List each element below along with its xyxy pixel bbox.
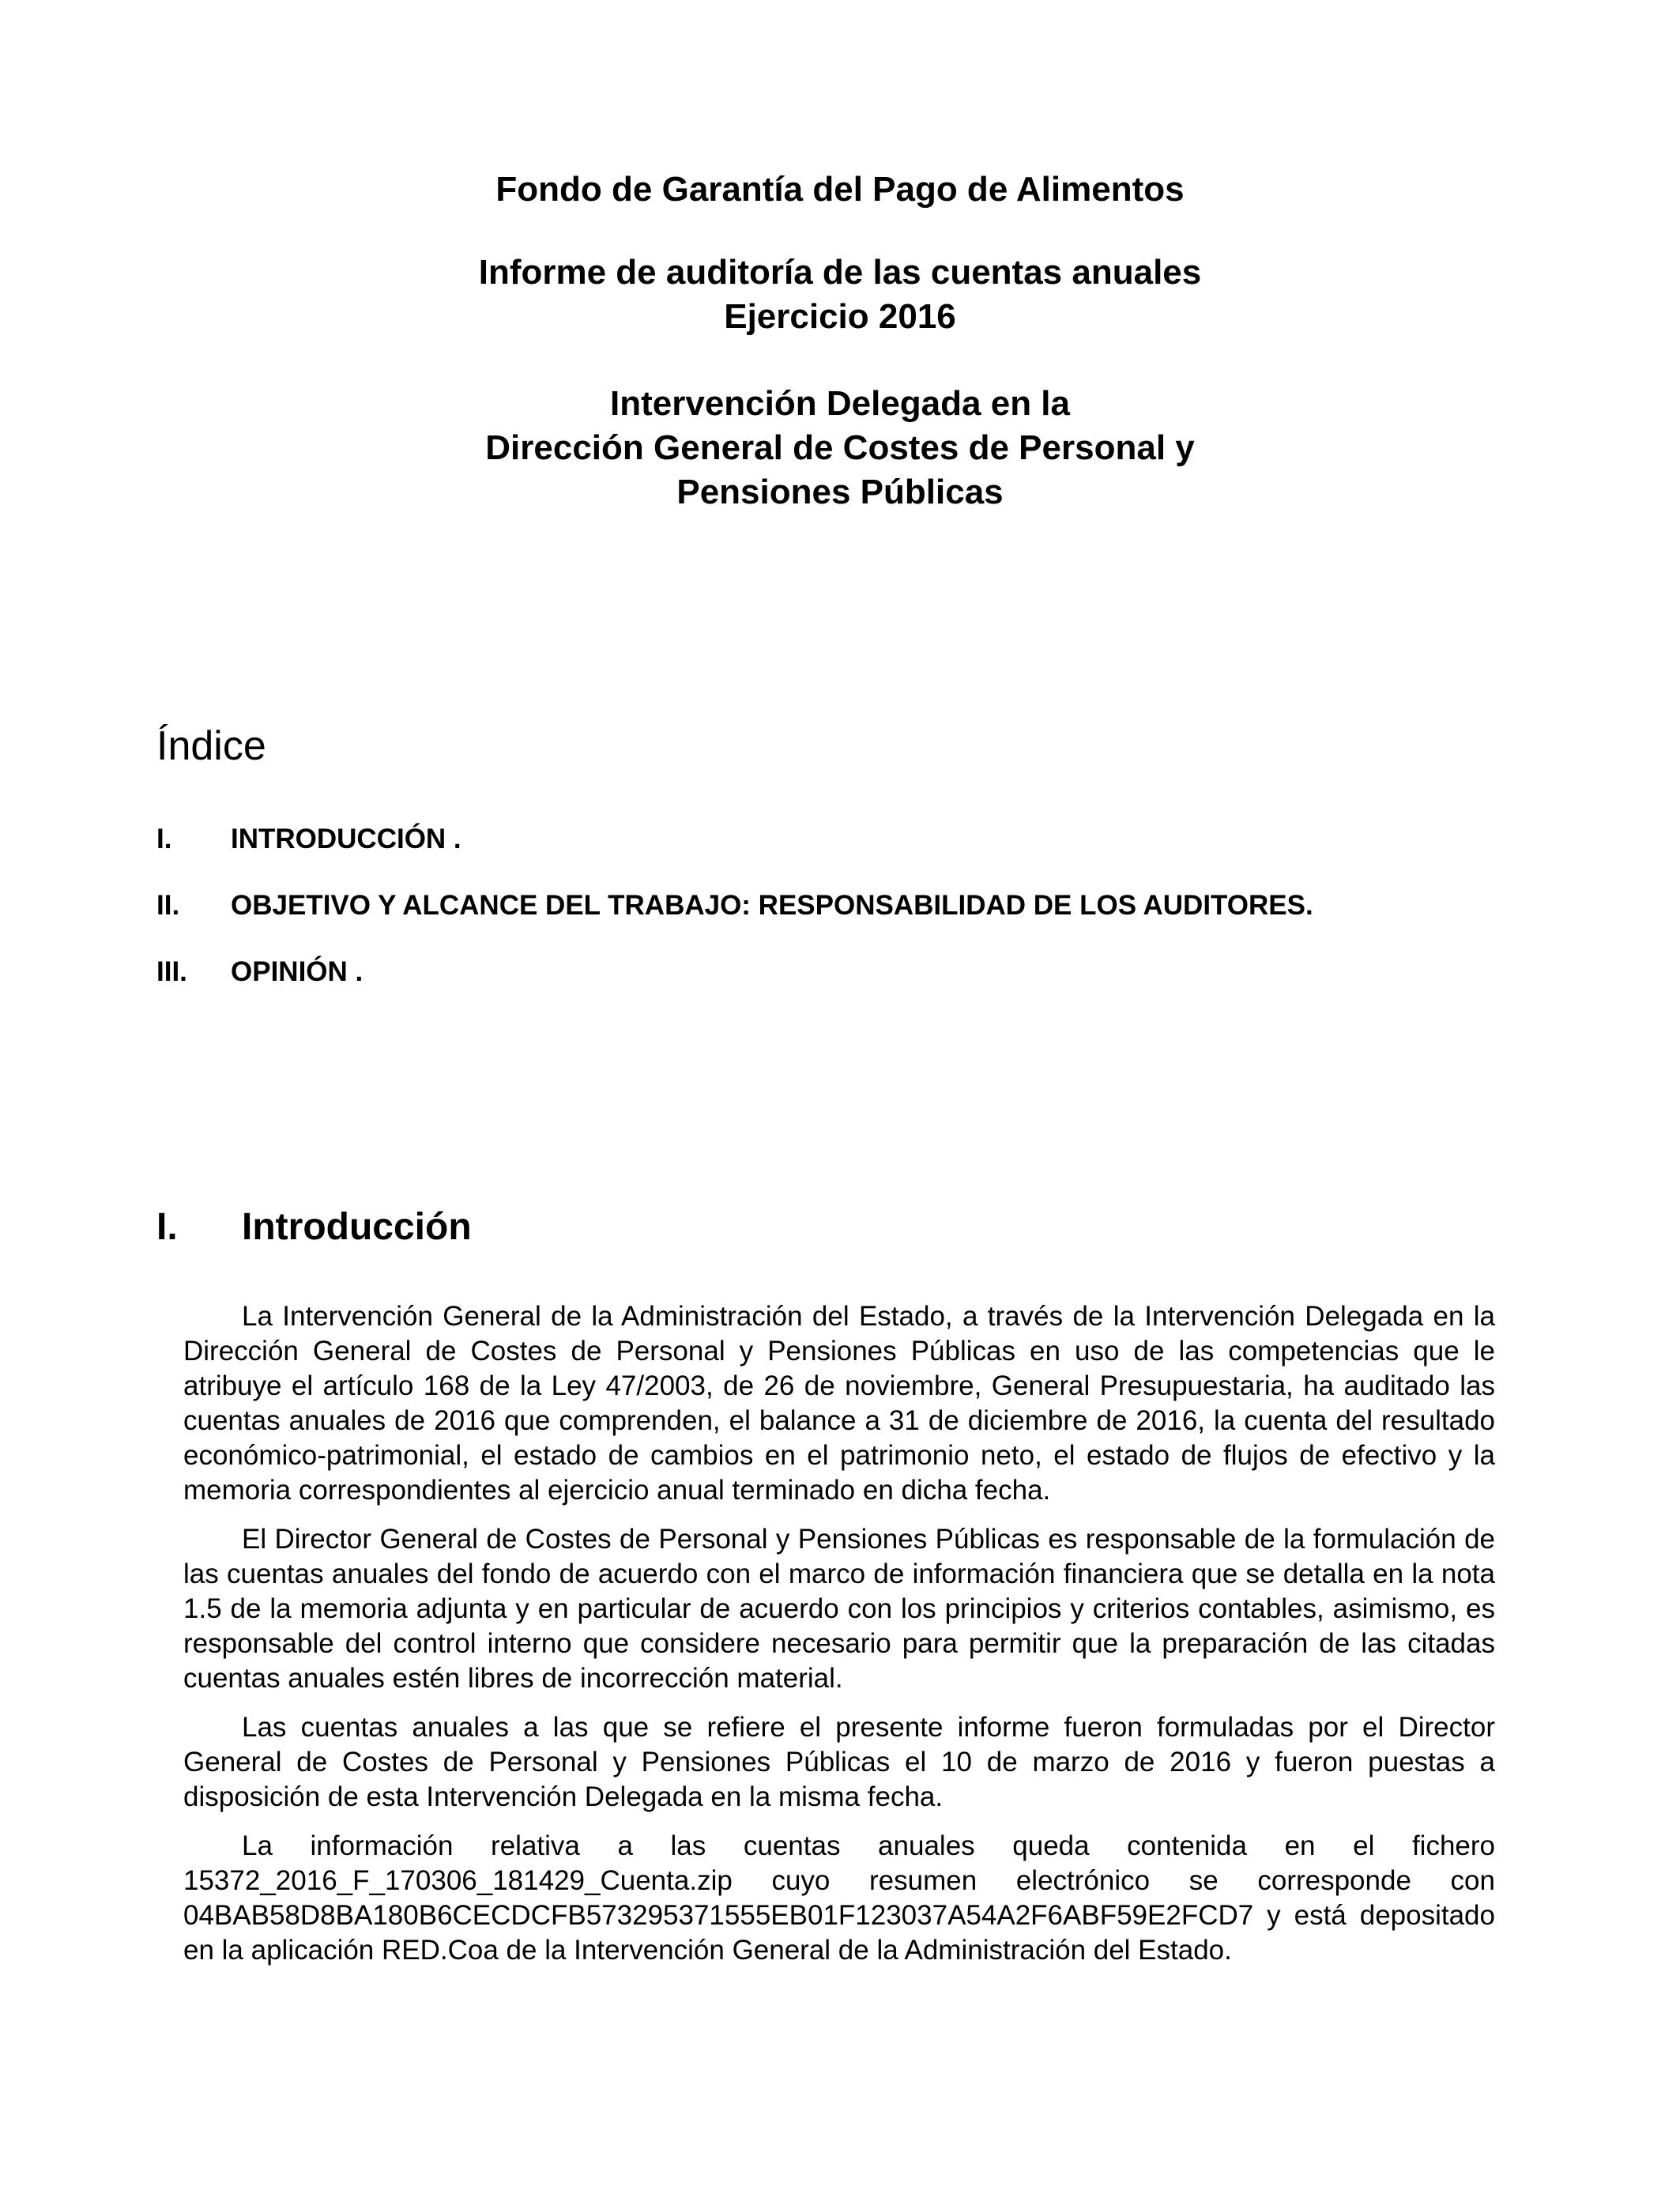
toc-item-opinion[interactable] (156, 955, 1579, 990)
paragraph: Las cuentas anuales a las que se refiere el presente informe fueron formuladas por el Director General de Costes de Personal y Pensiones Públicas el 10 de marzo de 2016 y fueron puestas a disposición de esta Intervención Delegada en la misma fecha. (183, 1712, 1495, 1812)
title-block-3 (0, 382, 1680, 515)
index-heading: Índice (156, 723, 266, 769)
authority-line-1: Intervención Delegada en la (610, 384, 1070, 423)
section-title: Introducción (242, 1206, 472, 1248)
authority-line-3: Pensiones Públicas (676, 473, 1004, 511)
toc-label: INTRODUCCIÓN . (231, 824, 461, 854)
section-heading-introduccion (156, 1204, 472, 1251)
paragraph: El Director General de Costes de Personal y Pensiones Públicas es responsable de la formulación de las cuentas anuales del fondo de acuerdo con el marco de información financiera que se detalla en la nota 1.5 de la memoria adjunta y en particular de acuerdo con los principios y criterios contables, asimismo, es responsable del control interno que considere necesario para permitir que la preparación de las citadas cuentas anuales estén libres de incorrección material. (183, 1524, 1495, 1694)
title-block-1 (0, 168, 1680, 212)
section-number: I. (156, 1206, 178, 1248)
toc-label: OBJETIVO Y ALCANCE DEL TRABAJO: RESPONSABILIDAD DE LOS AUDITORES. (231, 890, 1313, 921)
title-block-2 (0, 251, 1680, 339)
authority-line-2: Dirección General de Costes de Personal y (485, 428, 1195, 467)
report-title: Informe de auditoría de las cuentas anuales (478, 253, 1202, 292)
toc-label: OPINIÓN . (231, 956, 363, 987)
toc-number: I. (156, 824, 172, 854)
toc-number: II. (156, 890, 180, 921)
paragraph: La información relativa a las cuentas anuales queda contenida en el fichero 15372_2016_F_170306_181429_Cuenta.zip cuyo resumen electrónico se corresponde con 04BAB58D8BA180B6CECDCFB573295371555EB01F123037A54A2F6ABF59E2FCD7 y está depositado en la aplicación RED.Coa de la Intervención General de la Administración del Estado. (183, 1830, 1495, 1966)
toc-item-introduccion[interactable] (156, 822, 1579, 857)
paragraph: La Intervención General de la Administración del Estado, a través de la Intervención Delegada en la Dirección General de Costes de Personal y Pensiones Públicas en uso de las competencias que le atribuye el artículo 168 de la Ley 47/2003, de 26 de noviembre, General Presupuestaria, ha auditado las cuentas anuales de 2016 que comprenden, el balance a 31 de diciembre de 2016, la cuenta del resultado económico-patrimonial, el estado de cambios en el patrimonio neto, el estado de flujos de efectivo y la memoria correspondientes al ejercicio anual terminado en dicha fecha. (183, 1301, 1495, 1506)
section-body (183, 1299, 1495, 1982)
toc-item-objetivo[interactable] (156, 888, 1579, 923)
toc-number: III. (156, 956, 187, 987)
report-year: Ejercicio 2016 (724, 297, 956, 336)
fund-name: Fondo de Garantía del Pago de Alimentos (495, 170, 1185, 209)
